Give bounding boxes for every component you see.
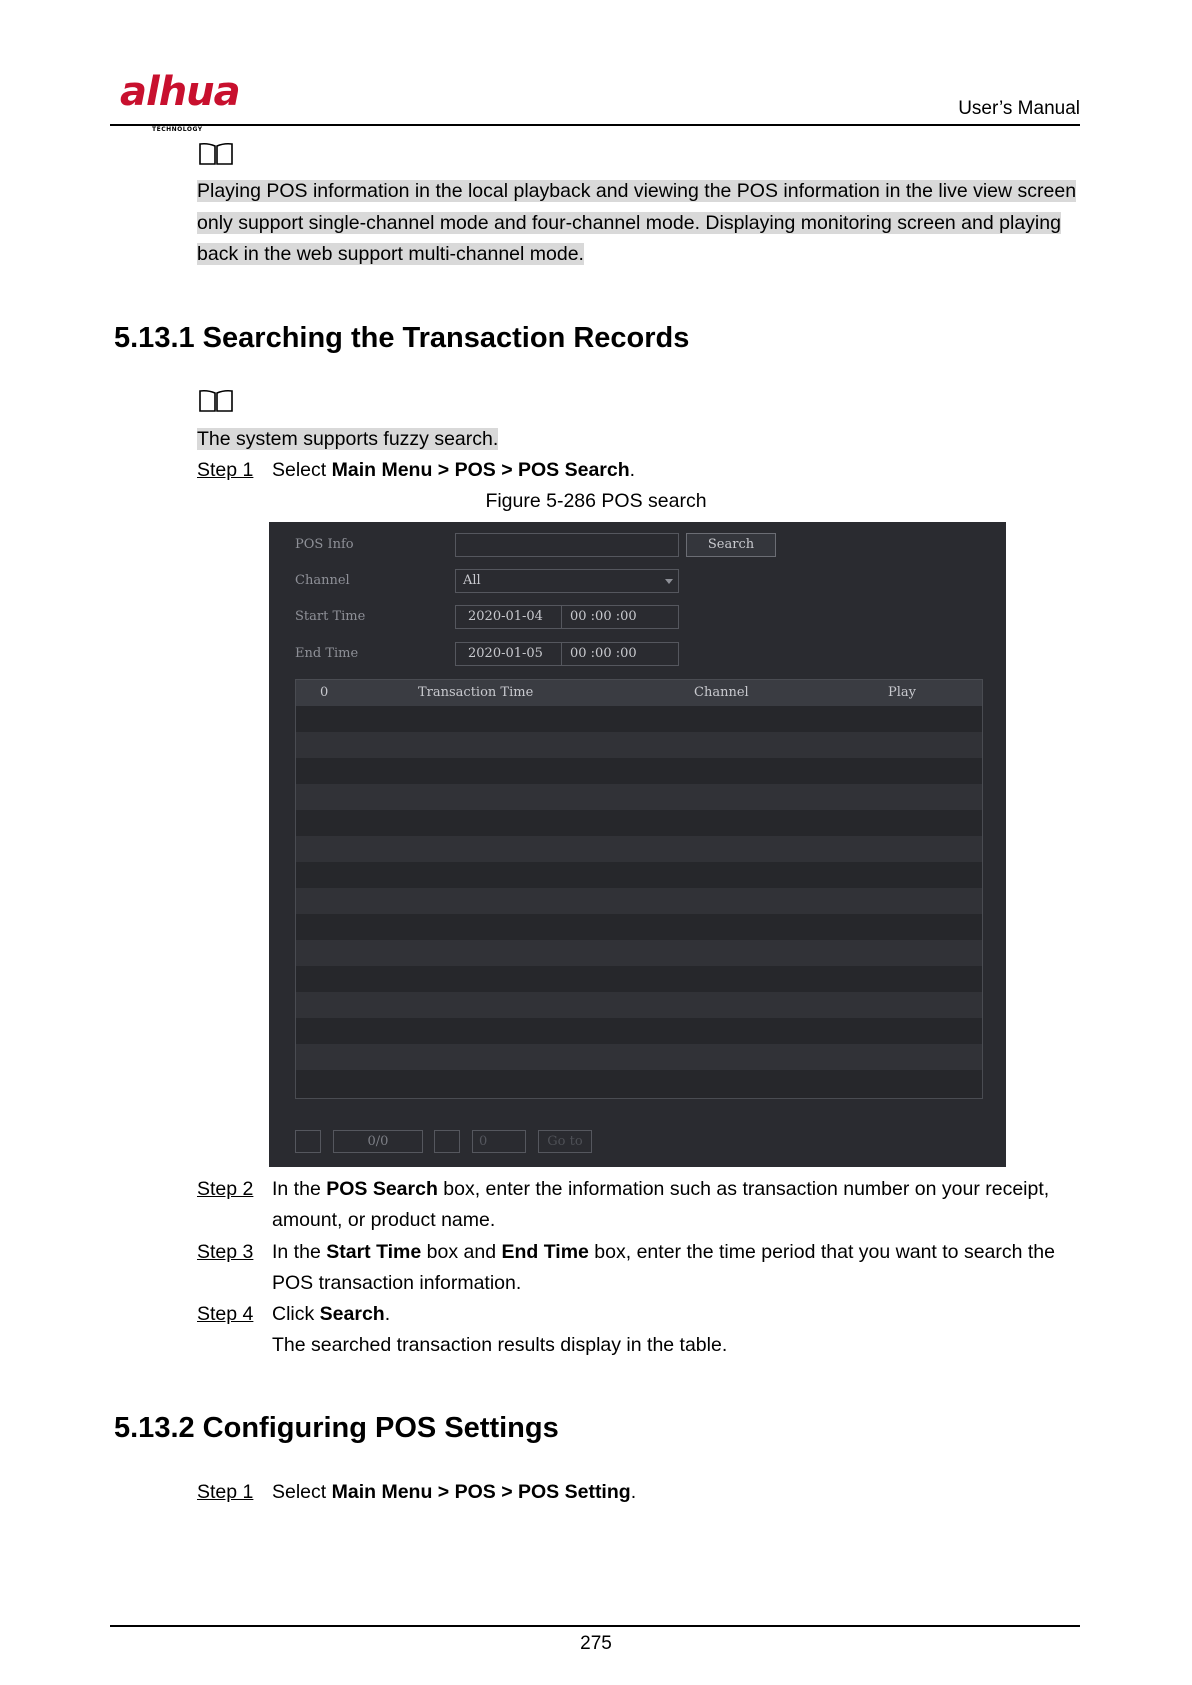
table-row[interactable] (296, 1018, 982, 1044)
step-text (272, 1477, 1080, 1508)
book-icon (198, 142, 234, 166)
step-text-mid: box and (421, 1241, 502, 1263)
end-time-label: End Time (295, 646, 359, 661)
table-row[interactable] (296, 810, 982, 836)
field-divider (561, 643, 562, 665)
column-transaction-time[interactable]: Transaction Time (418, 685, 534, 700)
table-row[interactable] (296, 732, 982, 758)
start-time-field[interactable] (455, 605, 679, 629)
step-text-bold: Main Menu > POS > POS Setting (331, 1481, 631, 1503)
step-item (0, 455, 1192, 486)
section-heading: 5.13.1 Searching the Transaction Records (114, 322, 690, 354)
table-row[interactable] (296, 992, 982, 1018)
step-text-pre: In the (272, 1241, 327, 1263)
step-text-line2: POS transaction information. (272, 1272, 522, 1294)
pos-info-input[interactable] (455, 533, 679, 557)
step-item (0, 1477, 1192, 1508)
pos-search-screenshot (269, 522, 1006, 1167)
step-text-bold: Main Menu > POS > POS Search (331, 459, 630, 481)
step-label: Step 4 (197, 1303, 254, 1325)
dahua-logo (120, 69, 240, 133)
field-divider (561, 606, 562, 628)
end-date-value[interactable]: 2020-01-05 (468, 646, 543, 661)
note-text (197, 424, 1077, 456)
step-text (272, 1299, 1080, 1361)
end-time-value[interactable]: 00 :00 :00 (570, 646, 637, 661)
channel-select-value: All (463, 573, 481, 588)
book-icon (198, 389, 234, 413)
channel-label: Channel (295, 573, 350, 588)
note-highlight: The system supports fuzzy search. (197, 428, 499, 450)
table-row[interactable] (296, 758, 982, 784)
column-channel[interactable]: Channel (694, 685, 749, 700)
page-number: 275 (580, 1633, 612, 1654)
figure-caption: Figure 5-286 POS search (485, 490, 707, 512)
next-page-button[interactable] (434, 1130, 460, 1153)
channel-select[interactable] (455, 569, 679, 593)
search-button[interactable]: Search (686, 533, 776, 557)
table-row[interactable] (296, 888, 982, 914)
logo-text: alhua (120, 69, 240, 115)
step-text-post: . (384, 1303, 391, 1325)
chevron-down-icon (665, 579, 673, 584)
table-row[interactable] (296, 914, 982, 940)
step-text-bold: Start Time (326, 1241, 422, 1263)
table-row[interactable] (296, 706, 982, 732)
table-row[interactable] (296, 966, 982, 992)
go-to-button[interactable]: Go to (538, 1130, 592, 1153)
step-item (0, 1174, 1192, 1236)
table-row[interactable] (296, 836, 982, 862)
note-text (197, 176, 1077, 271)
step-text-pre: Select (272, 1481, 332, 1503)
logo-subtext: TECHNOLOGY (152, 126, 203, 133)
pos-info-label: POS Info (295, 537, 354, 552)
step-text-post: . (630, 1481, 637, 1503)
step-text (272, 1174, 1080, 1236)
step-text-pre: Select (272, 459, 332, 481)
step-text-pre: Click (272, 1303, 320, 1325)
step-text-pre: In the (272, 1178, 327, 1200)
step-text (272, 1237, 1080, 1299)
step-label: Step 1 (197, 1481, 254, 1503)
page-counter: 0/0 (333, 1130, 423, 1153)
step-text (272, 455, 1080, 486)
start-date-value[interactable]: 2020-01-04 (468, 609, 543, 624)
column-play[interactable]: Play (888, 685, 916, 700)
step-label: Step 3 (197, 1241, 254, 1263)
step-text-bold: POS Search (326, 1178, 438, 1200)
step-text-line2: amount, or product name. (272, 1209, 496, 1231)
transaction-table (295, 679, 983, 1099)
table-header (296, 680, 982, 706)
start-time-value[interactable]: 00 :00 :00 (570, 609, 637, 624)
step-label: Step 1 (197, 459, 254, 481)
start-time-label: Start Time (295, 609, 366, 624)
table-row[interactable] (296, 940, 982, 966)
step-text-post: box, enter the information such as transaction number on your receipt, (437, 1178, 1050, 1200)
table-row[interactable] (296, 862, 982, 888)
page-number-input[interactable]: 0 (472, 1130, 526, 1153)
table-row[interactable] (296, 1070, 982, 1096)
end-time-field[interactable] (455, 642, 679, 666)
note-highlight: Playing POS information in the local playback and viewing the POS information in the live view screen only support single-channel mode and four-channel mode. Displaying monitoring screen and playing back in the web support multi-channel mode. (197, 180, 1077, 265)
table-row[interactable] (296, 784, 982, 810)
step-text-bold: Search (319, 1303, 385, 1325)
table-row[interactable] (296, 1044, 982, 1070)
step-text-post: box, enter the time period that you want to search the (588, 1241, 1055, 1263)
header-rule (110, 124, 1080, 126)
step-text-line2: The searched transaction results display in the table. (272, 1334, 728, 1356)
column-index[interactable]: 0 (320, 685, 329, 700)
step-item (0, 1237, 1192, 1299)
step-label: Step 2 (197, 1178, 254, 1200)
step-text-bold: End Time (501, 1241, 589, 1263)
section-heading: 5.13.2 Configuring POS Settings (114, 1412, 559, 1444)
footer-rule (110, 1625, 1080, 1627)
header-title: User’s Manual (958, 98, 1080, 119)
prev-page-button[interactable] (295, 1130, 321, 1153)
step-text-post: . (629, 459, 636, 481)
step-item (0, 1299, 1192, 1361)
